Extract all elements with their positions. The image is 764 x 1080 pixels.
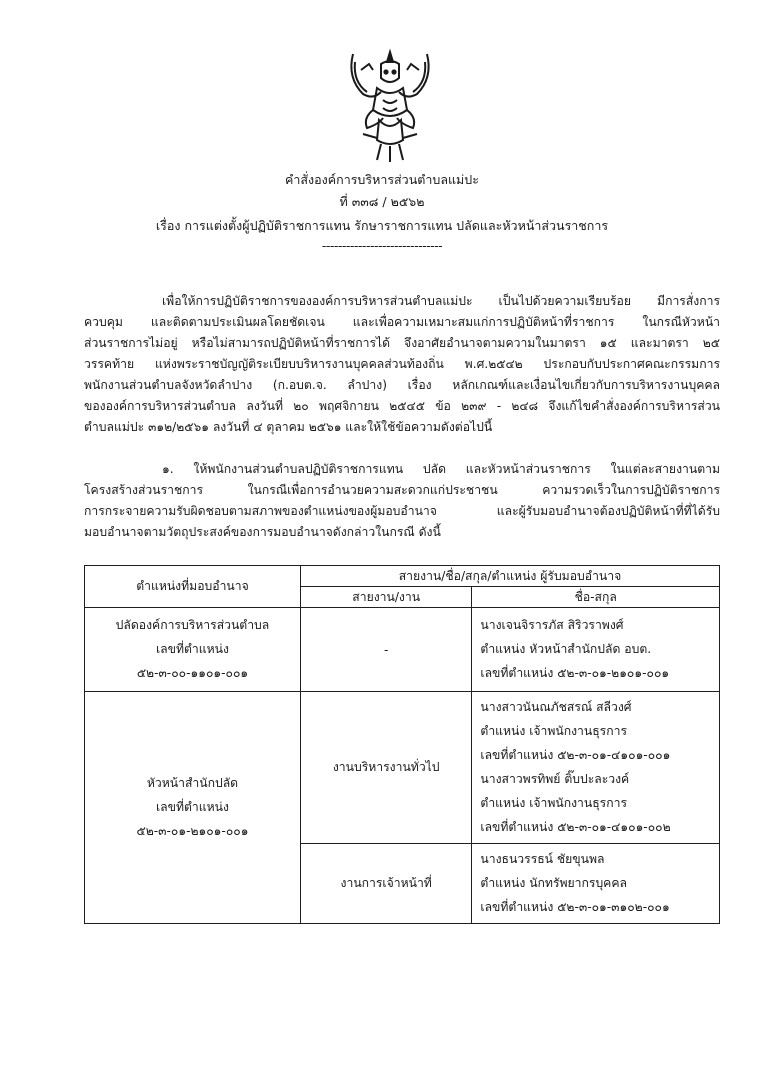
recipient-position: ตำแหน่ง หัวหน้าสำนักปลัด อบต. — [480, 642, 652, 656]
position-title: หัวหน้าสำนักปลัด — [146, 776, 239, 790]
recipient-position: ตำแหน่ง เจ้าพนักงานธุรการ — [480, 796, 627, 810]
position-title: ปลัดองค์การบริหารส่วนตำบล — [115, 618, 270, 632]
delegation-table — [84, 565, 720, 924]
paragraph-line: การกระจายความรับผิดชอบตามสภาพของตำแหน่งของผู้มอบอำนาจ และผู้รับมอบอำนาจต้องปฏิบัติหน้าที่ที่ได้รับ — [84, 504, 720, 518]
section-cell: งานบริหารงานทั่วไป — [300, 692, 471, 844]
paragraph-line: ส่วนราชการไม่อยู่ หรือไม่สามารถปฏิบัติหน้าที่ราชการได้ จึงอาศัยอำนาจตามความในมาตรา ๑๕ และมาตรา ๒๕ — [84, 336, 720, 350]
paragraph-line: ขององค์การบริหารส่วนตำบล ลงวันที่ ๒๐ พฤศจิกายน ๒๕๔๕ ข้อ ๒๓๙ - ๒๔๘ จึงแก้ไขคำสั่งองค์การบริหารส่วน — [84, 399, 720, 413]
recipient-name: นางเจนจิรารภัส สิริวราพงศ์ — [480, 618, 624, 632]
paragraph-line: วรรคท้าย แห่งพระราชบัญญัติระเบียบบริหารงานบุคคลส่วนท้องถิ่น พ.ศ.๒๕๔๒ ประกอบกับประกาศคณะกรรมการ — [84, 357, 720, 371]
table-row — [85, 608, 720, 692]
header-delegating-position: ตำแหน่งที่มอบอำนาจ — [85, 566, 301, 608]
paragraph-line: มอบอำนาจตามวัตถุประสงค์ของการมอบอำนาจดังกล่าวในกรณี ดังนี้ — [84, 525, 441, 539]
clause-1-paragraph — [84, 459, 720, 543]
paragraph-line: ๑. ให้พนักงานส่วนตำบลปฏิบัติราชการแทน ปลัด และหัวหน้าส่วนราชการ ในแต่ละสายงานตาม — [162, 462, 720, 476]
order-number: ที่ ๓๓๘ / ๒๕๖๒ — [339, 194, 425, 209]
recipient-cell — [472, 692, 720, 844]
recipient-position-number: เลขที่ตำแหน่ง ๕๒-๓-๐๑-๔๑๐๑-๐๐๒ — [480, 820, 671, 834]
position-number-label: เลขที่ตำแหน่ง — [156, 800, 229, 814]
recipient-position: ตำแหน่ง นักทรัพยากรบุคคล — [480, 876, 627, 890]
section-cell: งานการเจ้าหน้าที่ — [300, 844, 471, 924]
delegating-position-cell — [85, 608, 301, 692]
delegating-position-cell — [85, 692, 301, 924]
recipient-name: นางสาวนันณภัชสรณ์ สลีวงศ์ — [480, 700, 632, 714]
paragraph-line: ควบคุม และติดตามประเมินผลโดยชัดเจน และเพื่อความเหมาะสมแก่การปฏิบัติหน้าที่ราชการ ในกรณีหัวหน้า — [84, 315, 720, 329]
header-divider: ------------------------------ — [321, 238, 443, 253]
recipient-cell — [472, 608, 720, 692]
garuda-emblem-icon — [343, 48, 437, 166]
recipient-position: ตำแหน่ง เจ้าพนักงานธุรการ — [480, 724, 627, 738]
order-subject: เรื่อง การแต่งตั้งผู้ปฏิบัติราชการแทน รักษาราชการแทน ปลัดและหัวหน้าส่วนราชการ — [155, 218, 609, 233]
paragraph-line: ตำบลแม่ปะ ๓๑๒/๒๕๖๑ ลงวันที่ ๔ ตุลาคม ๒๕๖๑ และให้ใช้ข้อความดังต่อไปนี้ — [84, 420, 493, 434]
header-name: ชื่อ-สกุล — [472, 587, 720, 608]
recipient-name: นางธนวรรธน์ ชัยขุนพล — [480, 852, 605, 866]
section-cell: - — [300, 608, 471, 692]
recipient-position-number: เลขที่ตำแหน่ง ๕๒-๓-๐๑-๒๑๐๑-๐๐๑ — [480, 666, 670, 680]
table-row — [85, 692, 720, 844]
header-recipient-group: สายงาน/ชื่อ/สกุล/ตำแหน่ง ผู้รับมอบอำนาจ — [300, 566, 719, 587]
position-number-label: เลขที่ตำแหน่ง — [156, 642, 229, 656]
position-number: ๕๒-๓-๐๑-๒๑๐๑-๐๐๑ — [136, 824, 249, 838]
recipient-position-number: เลขที่ตำแหน่ง ๕๒-๓-๐๑-๓๑๐๒-๐๐๑ — [480, 900, 670, 914]
recipient-name: นางสาวพรทิพย์ ติ๊บปะละวงค์ — [480, 772, 630, 786]
recipient-cell — [472, 844, 720, 924]
paragraph-line: เพื่อให้การปฏิบัติราชการขององค์การบริหารส่วนตำบลแม่ปะ เป็นไปด้วยความเรียบร้อย มีการสั่งการ — [162, 294, 720, 308]
order-issuer: คำสั่งองค์การบริหารส่วนตำบลแม่ปะ — [285, 172, 479, 187]
recipient-position-number: เลขที่ตำแหน่ง ๕๒-๓-๐๑-๔๑๐๑-๐๐๑ — [480, 748, 671, 762]
header-section: สายงาน/งาน — [300, 587, 471, 608]
preamble-paragraph — [84, 291, 720, 438]
position-number: ๕๒-๓-๐๐-๑๑๐๑-๐๐๑ — [136, 666, 249, 680]
paragraph-line: โครงสร้างส่วนราชการ ในกรณีเพื่อการอำนวยความสะดวกแก่ประชาชน ความรวดเร็วในการปฏิบัติราชการ — [84, 483, 720, 497]
paragraph-line: พนักงานส่วนตำบลจังหวัดลำปาง (ก.อบต.จ. ลำปาง) เรื่อง หลักเกณฑ์และเงื่อนไขเกี่ยวกับการบริหารงานบุคคล — [84, 378, 720, 392]
